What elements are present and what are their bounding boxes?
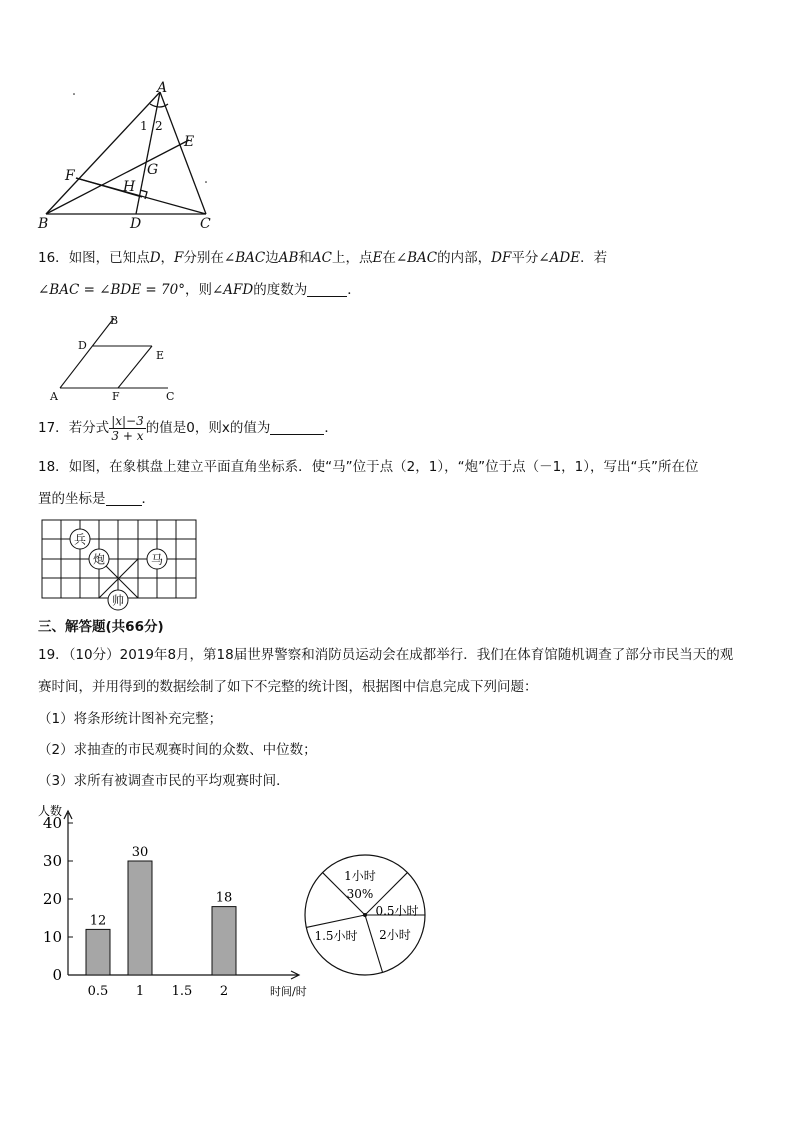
q16-line1: 16．如图，已知点D，F分别在∠BAC边AB和AC上，点E在∠BAC的内部，DF平分∠ADE．若 — [38, 250, 608, 266]
x-axis-label: 时间/时 — [270, 985, 307, 998]
piece-bing: 兵 — [73, 532, 87, 547]
label-b: B — [38, 216, 49, 232]
chess-board — [38, 516, 200, 614]
piece-pao: 炮 — [92, 552, 106, 567]
pie-value-1h: 30% — [346, 887, 374, 901]
x-tick-label: 1.5 — [171, 984, 193, 999]
y-tick-label: 20 — [42, 890, 62, 908]
bar-1 — [128, 861, 152, 975]
bar-value-label: 12 — [89, 913, 107, 929]
answer-blank — [106, 491, 142, 506]
q19-sub3: （3）求所有被调查市民的平均观赛时间． — [38, 773, 290, 789]
label-d: D — [130, 216, 142, 232]
label-a: A — [157, 80, 168, 96]
q17: 17．若分式 $\frac{|x|-3}{3 + x}$ 的值是0，则x的值为 ． — [38, 413, 338, 443]
x-tick-label: 2 — [219, 984, 229, 999]
pie-center — [363, 913, 367, 917]
answer-blank — [270, 420, 324, 435]
section-title: 三、解答题(共66分) — [38, 619, 164, 635]
y-tick-label: 10 — [42, 928, 62, 946]
piece-ma: 马 — [150, 552, 164, 567]
y-axis-label: 人数 — [38, 804, 63, 818]
label-a2: A — [50, 390, 58, 403]
y-tick-label: 30 — [42, 852, 62, 870]
bar-value-label: 18 — [215, 890, 233, 906]
pie-label-05h: 0.5小时 — [375, 904, 419, 918]
fraction: $\frac{|x|-3}{3 + x}$ — [111, 413, 144, 443]
parallelogram-figure — [46, 310, 186, 406]
label-f: F — [65, 168, 75, 184]
label-c2: C — [166, 390, 175, 403]
label-h: H — [123, 179, 136, 195]
seg-ac — [160, 92, 206, 214]
q16-line2: ∠BAC = ∠BDE = 70°，则∠AFD的度数为 ． — [38, 282, 361, 298]
q19-sub2: （2）求抽查的市民观赛时间的众数、中位数； — [38, 742, 317, 758]
label-f2: F — [112, 390, 120, 403]
pie-label-2h: 2小时 — [379, 928, 411, 942]
label-e2: E — [156, 349, 165, 362]
pie-label-1h: 1小时 — [344, 869, 376, 883]
label-d2: D — [78, 339, 87, 352]
bar-value-label: 30 — [131, 845, 149, 860]
pie-label-15h: 1.5小时 — [314, 929, 358, 943]
pie-chart — [300, 850, 430, 980]
x-tick-label: 0.5 — [87, 984, 109, 999]
bar-2 — [212, 907, 236, 975]
q19-line1: 19．（10分）2019年8月，第18届世界警察和消防员运动会在成都举行．我们在体育馆随机调查了部分市民当天的观 — [38, 647, 734, 663]
piece-shuai: 帅 — [111, 593, 125, 608]
q18-line1: 18．如图，在象棋盘上建立平面直角坐标系．使“马”位于点（2，1），“炮”位于点（－1，1），写出“兵”所在位 — [38, 459, 699, 475]
label-angle-2: 2 — [155, 119, 163, 133]
q19-sub1: （1）将条形统计图补充完整； — [38, 711, 223, 727]
y-tick-label: 40 — [42, 814, 62, 832]
triangle-figure — [34, 82, 224, 234]
seg-ab — [46, 92, 160, 214]
label-b2: B — [110, 314, 119, 327]
answer-blank — [307, 282, 347, 297]
bar-chart — [30, 796, 307, 1001]
label-e: E — [184, 134, 195, 150]
y-tick-label: 0 — [52, 966, 62, 984]
bar-0.5 — [86, 929, 110, 975]
label-c: C — [200, 216, 211, 232]
q19-line2: 赛时间，并用得到的数据绘制了如下不完整的统计图，根据图中信息完成下列问题： — [38, 679, 538, 695]
label-angle-1: 1 — [140, 119, 148, 133]
q18-line2: 置的坐标是 ． — [38, 491, 155, 507]
label-g: G — [147, 162, 159, 178]
x-tick-label: 1 — [135, 984, 145, 999]
